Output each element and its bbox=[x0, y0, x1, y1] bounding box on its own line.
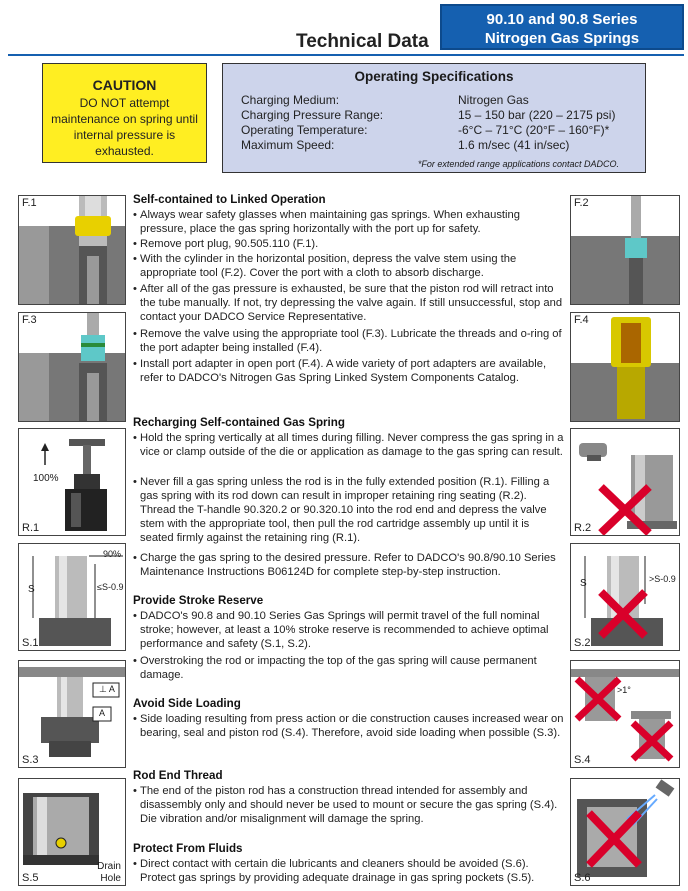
s1-percent: 90% bbox=[103, 549, 122, 559]
spec-label-medium: Charging Medium: bbox=[241, 93, 340, 107]
figure-s2-label: S.2 bbox=[574, 637, 591, 649]
section-heading-side-loading: Avoid Side Loading bbox=[133, 697, 241, 710]
spec-value-medium: Nitrogen Gas bbox=[458, 93, 529, 107]
section-heading-linked: Self-contained to Linked Operation bbox=[133, 193, 326, 206]
s2-illustration bbox=[571, 544, 680, 651]
f4-illustration bbox=[571, 313, 680, 422]
series-line-1: 90.10 and 90.8 Series bbox=[486, 11, 638, 28]
recharging-bullet-1: • Hold the spring vertically at all times during filling. Never compress the gas spring in a vice or clamp outside of the die or application as damage to the gas spring can result. bbox=[133, 431, 565, 459]
figure-r1 bbox=[18, 428, 126, 536]
figure-s1-label: S.1 bbox=[22, 637, 39, 649]
s6-illustration bbox=[571, 779, 680, 886]
s2-stroke-label: S bbox=[580, 578, 587, 589]
figure-f1-label: F.1 bbox=[22, 197, 37, 209]
specs-title: Operating Specifications bbox=[354, 69, 514, 84]
spec-label-pressure: Charging Pressure Range: bbox=[241, 108, 384, 122]
r1-percent: 100% bbox=[33, 473, 59, 484]
s5-drain-line2: Hole bbox=[100, 873, 121, 884]
linked-bullet-2: • Remove port plug, 90.505.110 (F.1). bbox=[133, 237, 565, 251]
figure-s5 bbox=[18, 778, 126, 886]
s3-perpendicular-symbol: ⊥ A bbox=[99, 684, 115, 694]
spec-label-speed: Maximum Speed: bbox=[241, 138, 335, 152]
s4-illustration bbox=[571, 661, 680, 768]
linked-bullet-5: • Remove the valve using the appropriate tool (F.3). Lubricate the threads and o-ring of the port adapter being installed (F.4). bbox=[133, 327, 565, 355]
figure-s3-label: S.3 bbox=[22, 754, 39, 766]
r2-illustration bbox=[571, 429, 680, 536]
operating-specifications-box bbox=[222, 63, 646, 173]
figure-f1 bbox=[18, 195, 126, 305]
spec-value-speed: 1.6 m/sec (41 in/sec) bbox=[458, 138, 570, 152]
figure-r2 bbox=[570, 428, 680, 536]
figure-f4 bbox=[570, 312, 680, 422]
figure-s6-label: S.6 bbox=[574, 872, 591, 884]
figure-f3 bbox=[18, 312, 126, 422]
stroke-bullet-2: • Overstroking the rod or impacting the top of the gas spring will cause permanent damage. bbox=[133, 654, 565, 682]
figure-s6 bbox=[570, 778, 680, 886]
figure-s4-label: S.4 bbox=[574, 754, 591, 766]
caution-heading: CAUTION bbox=[92, 77, 157, 93]
s3-datum-a: A bbox=[99, 708, 106, 718]
series-line-2: Nitrogen Gas Springs bbox=[484, 30, 640, 47]
s4-angle: >1° bbox=[617, 685, 631, 695]
figure-s1 bbox=[18, 543, 126, 651]
recharging-bullet-2: • Never fill a gas spring unless the rod is in the fully extended position (R.1). Filling a gas spring with its rod down can result in improper retaining ring seating (R.2). Thread the T-handle 90.320.2 or 90.320.10 into the rod end and depress the valve stem with the appropriate tool, then pull the rod cartridge assembly up until it is seated firmly against the retaining ring (R.1). bbox=[133, 475, 565, 545]
spec-label-temperature: Operating Temperature: bbox=[241, 123, 368, 137]
section-heading-recharging: Recharging Self-contained Gas Spring bbox=[133, 416, 345, 429]
s3-illustration bbox=[19, 661, 126, 768]
s1-stroke-label: S bbox=[28, 584, 35, 595]
s2-dimension: >S-0.9 bbox=[649, 574, 676, 584]
linked-bullet-3: • With the cylinder in the horizontal position, depress the valve stem using the appropriate tool (F.2). Cover the port with a cloth to absorb discharge. bbox=[133, 252, 565, 280]
section-heading-stroke: Provide Stroke Reserve bbox=[133, 594, 264, 607]
section-heading-rod-end: Rod End Thread bbox=[133, 769, 223, 782]
caution-box bbox=[42, 63, 207, 163]
figure-r2-label: R.2 bbox=[574, 522, 592, 534]
figure-s5-label: S.5 bbox=[22, 872, 39, 884]
figure-r1-label: R.1 bbox=[22, 522, 40, 534]
title-divider bbox=[8, 54, 684, 56]
figure-f2-label: F.2 bbox=[574, 197, 589, 209]
spec-value-temperature: -6°C – 71°C (20°F – 160°F)* bbox=[458, 123, 610, 137]
s1-dimension: ≤S-0.9 bbox=[97, 582, 124, 592]
page-title: Technical Data bbox=[296, 31, 429, 52]
s5-drain-line1: Drain bbox=[97, 861, 121, 872]
spec-value-pressure: 15 – 150 bar (220 – 2175 psi) bbox=[458, 108, 616, 122]
linked-bullet-6: • Install port adapter in open port (F.4). A wide variety of port adapters are available, refer to DADCO's Nitrogen Gas Spring Linked System Components Catalog. bbox=[133, 357, 565, 385]
linked-bullet-4: • After all of the gas pressure is exhausted, be sure that the piston rod will retract into the tube manually. If not, try depressing the valve again. If still unsuccessful, stop and contact your DADCO Service Representative. bbox=[133, 282, 565, 324]
side-loading-bullet-1: • Side loading resulting from press action or die construction causes increased wear on bearing, seal and piston rod (S.4). Therefore, avoid side loading when possible (S.3). bbox=[133, 712, 565, 740]
f1-illustration bbox=[19, 196, 126, 305]
figure-f4-label: F.4 bbox=[574, 314, 589, 326]
figure-f3-label: F.3 bbox=[22, 314, 37, 326]
f3-illustration bbox=[19, 313, 126, 422]
figure-s3 bbox=[18, 660, 126, 768]
rod-end-bullet-1: • The end of the piston rod has a construction thread intended for assembly and disassembly only and should never be used to mount or secure the gas spring (S.4). Die vibration and/or misalignment will damage the spring. bbox=[133, 784, 565, 826]
figure-f2 bbox=[570, 195, 680, 305]
recharging-bullet-3: • Charge the gas spring to the desired pressure. Refer to DADCO's 90.8/90.10 Series Maintenance Instructions B06124D for complete step-by-step instruction. bbox=[133, 551, 565, 579]
spec-footnote: *For extended range applications contact DADCO. bbox=[417, 159, 619, 169]
f2-illustration bbox=[571, 196, 680, 305]
series-banner bbox=[440, 4, 684, 50]
stroke-bullet-1: • DADCO's 90.8 and 90.10 Series Gas Springs will permit travel of the full nominal stroke; however, at least a 10% stroke reserve is recommended to achieve optimal performance and safety (S.1, S.2). bbox=[133, 609, 565, 651]
section-heading-fluids: Protect From Fluids bbox=[133, 842, 243, 855]
s1-illustration bbox=[19, 544, 126, 651]
caution-text: DO NOT attempt maintenance on spring until internal pressure is exhausted. bbox=[51, 96, 198, 158]
figure-s4 bbox=[570, 660, 680, 768]
figure-s2 bbox=[570, 543, 680, 651]
fluids-bullet-1: • Direct contact with certain die lubricants and cleaners should be avoided (S.6). Protect gas springs by providing adequate drainage in gas spring pockets (S.5). bbox=[133, 857, 565, 885]
linked-bullet-1: • Always wear safety glasses when maintaining gas springs. When exhausting pressure, place the gas spring horizontally with the port up for safety. bbox=[133, 208, 565, 236]
